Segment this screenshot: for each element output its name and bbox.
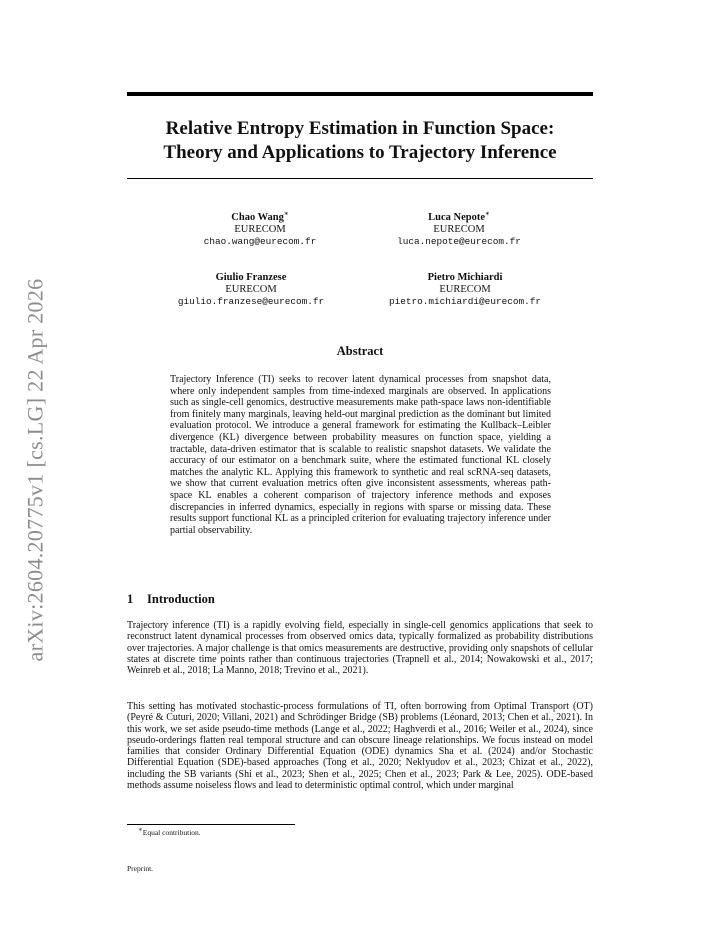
- paper-title-line-2: Theory and Applications to Trajectory Inference: [163, 142, 557, 163]
- title-bottom-rule: [127, 178, 593, 179]
- section-title: Introduction: [147, 592, 215, 606]
- author-email: chao.wang@eurecom.fr: [203, 236, 317, 247]
- author-name: Chao Wang∗: [231, 209, 289, 223]
- author-affiliation: EURECOM: [234, 224, 286, 235]
- paper-title: [127, 117, 593, 165]
- body-paragraph: This setting has motivated stochastic-process formulations of TI, often borrowing from Optimal Transport (OT) (Peyré & Cuturi, 2020; Villani, 2021) and Schrödinger Bridge (SB) problems (Léonard, 2013; Chen et al., 2021). In this work, we set aside pseudo-time methods (Lange et al., 2022; Haghverdi et al., 2016; Weiler et al., 2024), since pseudo-orderings flatten real temporal structure and can obscure lineage relationships. We focus instead on model families that consider Ordinary Differential Equation (ODE) dynamics Sha et al. (2024) and/or Stochastic Differential Equation (SDE)-based approaches (Tong et al., 2020; Neklyudov et al., 2023; Chizat et al., 2022), including the SB variants (Shi et al., 2023; Shen et al., 2025; Chen et al., 2023; Park & Lee, 2025). ODE-based methods assume noiseless flows and lead to deterministic optimal control, which under marginal: [127, 701, 593, 792]
- paper-title-line-1: Relative Entropy Estimation in Function Space:: [165, 118, 555, 139]
- author-block: [131, 272, 371, 308]
- footnote: [138, 825, 201, 837]
- section-number: 1: [127, 592, 134, 606]
- body-paragraph: Trajectory inference (TI) is a rapidly evolving field, especially in single-cell genomics applications that seek to reconstruct latent dynamical processes from observed omics data, typically formalized as probability distributions over trajectories. A major challenge is that omics measurements are destructive, providing only snapshots of cellular states at discrete time points rather than continuous trajectories (Trapnell et al., 2014; Nowakowski et al., 2017; Weinreb et al., 2018; La Manno, 2018; Trevino et al., 2021).: [127, 620, 593, 677]
- abstract-text: Trajectory Inference (TI) seeks to recover latent dynamical processes from snapshot data, where only independent samples from time-indexed marginals are observed. In applications such as single-cell genomics, destructive measurements make path-space laws non-identifiable from finitely many marginals, leaving held-out marginal prediction as the dominant but limited evaluation protocol. We introduce a general framework for estimating the Kullback–Leibler divergence (KL) divergence between probability measures on function space, yielding a tractable, data-driven estimator that is scalable to realistic snapshot datasets. We validate the accuracy of our estimator on a benchmark suite, where the estimated functional KL closely matches the analytic KL. Applying this framework to synthetic and real scRNA-seq datasets, we show that current evaluation metrics often give inconsistent assessments, whereas path-space KL enables a coherent comparison of trajectory inference methods and exposes discrepancies in inferred dynamics, especially in regions with sparse or missing data. These results support functional KL as a principled criterion for evaluating trajectory inference under partial observability.: [170, 374, 551, 536]
- author-affiliation: EURECOM: [439, 284, 491, 295]
- author-affiliation: EURECOM: [433, 224, 485, 235]
- title-top-rule: [127, 92, 593, 96]
- section-heading: [127, 592, 215, 607]
- author-name: Giulio Franzese: [215, 272, 287, 283]
- author-block: [345, 272, 585, 308]
- author-name: Luca Nepote∗: [428, 209, 490, 223]
- author-email: giulio.franzese@eurecom.fr: [177, 296, 325, 307]
- author-block: [339, 209, 579, 248]
- footnote-rule: [127, 824, 295, 825]
- footnote-text: Equal contribution.: [142, 828, 201, 837]
- author-email: pietro.michiardi@eurecom.fr: [389, 296, 541, 307]
- author-email: luca.nepote@eurecom.fr: [397, 236, 521, 247]
- abstract-heading: Abstract: [336, 344, 384, 358]
- author-affiliation: EURECOM: [225, 284, 277, 295]
- preprint-label: Preprint.: [127, 864, 154, 873]
- arxiv-identifier: [20, 260, 50, 680]
- author-name: Pietro Michiardi: [427, 272, 503, 283]
- footnote-mark: ∗: [138, 825, 143, 834]
- arxiv-identifier-text: arXiv:2604.20775v1 [cs.LG] 22 Apr 2026: [22, 278, 48, 662]
